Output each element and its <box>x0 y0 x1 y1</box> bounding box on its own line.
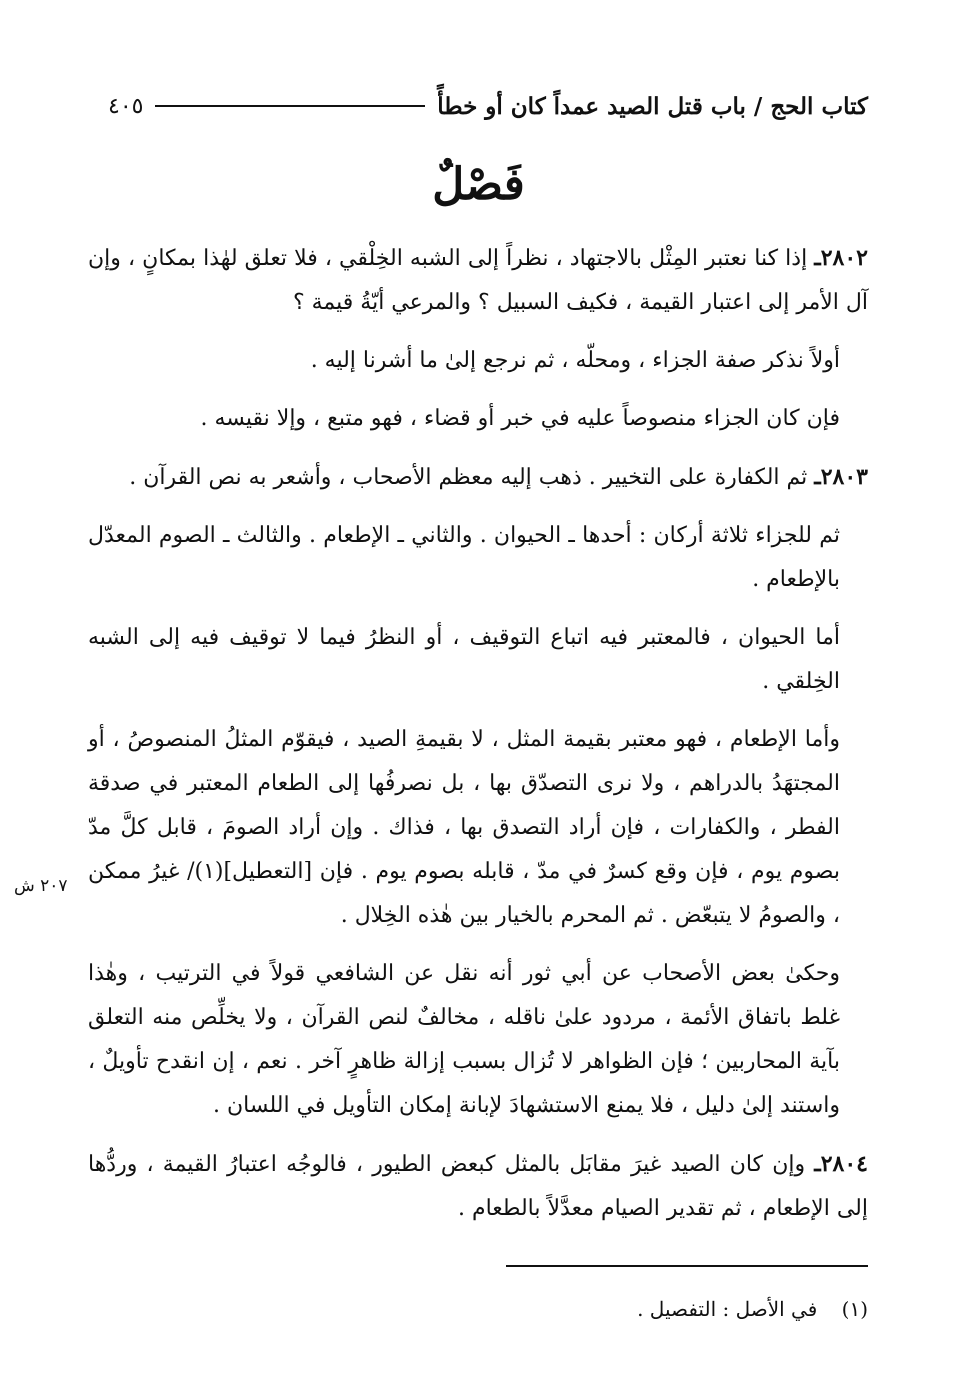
paragraph <box>88 514 868 602</box>
page-number: ٤٠٥ <box>108 93 144 119</box>
paragraph-text: فإن كان الجزاء منصوصاً عليه في خبر أو قضاء ، فهو متبع ، وإلا نقيسه . <box>200 406 840 431</box>
paragraph <box>88 952 868 1128</box>
footnote <box>400 1292 868 1326</box>
margin-page-reference: ٢٠٧ ش <box>14 876 68 896</box>
paragraph-text: أولاً نذكر صفة الجزاء ، ومحلّه ، ثم نرجع إلىٰ ما أشرنا إليه . <box>310 348 840 373</box>
paragraph-text: ثم الكفارة على التخيير . ذهب إليه معظم الأصحاب ، وأشعر به نص القرآن . <box>129 465 815 490</box>
paragraph-text: ثم للجزاء ثلاثة أركان : أحدها ـ الحيوان . والثاني ـ الإطعام . والثالث ـ الصوم المعدّل بالإطعام . <box>88 523 840 592</box>
main-text <box>88 236 868 1245</box>
paragraph-2804 <box>88 1142 868 1231</box>
header-rule <box>155 105 425 107</box>
paragraph-text: وأما الإطعام ، فهو معتبر بقيمة المثل ، لا بقيمةِ الصيد ، فيقوّم المثلُ المنصوصُ ، أو المجتهَدُ بالدراهم ، ولا نرى التصدّق بها ، بل نصرفُها إلى الطعام المعتبر في صدقة الفطر ، والكفارات ، فإن أراد التصدق بها ، فذاك . وإن أراد الصومَ ، قابل كلَّ مدّ بصوم يوم ، فإن وقع كسرٌ في مدّ ، قابله بصوم يوم . فإن [التعطيل](١)/ غيرُ ممكن ، والصومُ لا يتبعّض . ثم المحرم بالخيار بين هٰذه الخِلال . <box>88 727 840 928</box>
section-title: فَصْلٌ <box>432 159 525 210</box>
paragraph-number: ٢٨٠٤ـ <box>814 1151 868 1177</box>
header-title: كتاب الحج / باب قتل الصيد عمداً كان أو خطأً <box>437 92 868 120</box>
footnote-number: (١) <box>841 1297 868 1321</box>
paragraph-number: ٢٨٠٣ـ <box>814 464 868 490</box>
paragraph-text: إذا كنا نعتبر المِثْل بالاجتهاد ، نظراً إلى الشبه الخِلْقي ، فلا تعلق لهٰذا بمكانٍ ، وإن آل الأمر إلى اعتبار القيمة ، فكيف السبيل ؟ والمرعي أيّةُ قيمة ؟ <box>88 246 868 315</box>
paragraph <box>88 397 868 441</box>
paragraph <box>88 339 868 383</box>
running-header <box>108 86 868 126</box>
footnote-text: في الأصل : التفصيل . <box>637 1297 818 1321</box>
paragraph-text: أما الحيوان ، فالمعتبر فيه اتباع التوقيف ، أو النظرُ فيما لا توقيف فيه إلى الشبه الخِلقي . <box>88 625 840 694</box>
footnote-separator <box>506 1265 868 1267</box>
paragraph <box>88 718 868 938</box>
paragraph <box>88 616 868 704</box>
paragraph-number: ٢٨٠٢ـ <box>814 245 868 271</box>
paragraph-2802 <box>88 236 868 325</box>
paragraph-text: وحكىٰ بعض الأصحاب عن أبي ثور أنه نقل عن الشافعي قولاً في الترتيب ، وهٰذا غلط باتفاق الأئمة ، مردود علىٰ ناقله ، مخالفٌ لنص القرآن ، ولا يخلِّص منه التعلق بآية المحاربين ؛ فإن الظواهر لا تُزال بسبب إزالة ظاهرٍ آخر . نعم ، إن انقدح تأويلٌ ، واستند إلىٰ دليل ، فلا يمنع الاستشهادَ لإبانة إمكان التأويل في اللسان . <box>88 961 840 1118</box>
paragraph-2803 <box>88 455 868 500</box>
paragraph-text: وإن كان الصيد غيرَ مقابَل بالمثل كبعض الطيور ، فالوجُه اعتبارُ القيمة ، وردُّها إلى الإطعام ، ثم تقدير الصيام معدَّلاً بالطعام . <box>88 1152 868 1221</box>
